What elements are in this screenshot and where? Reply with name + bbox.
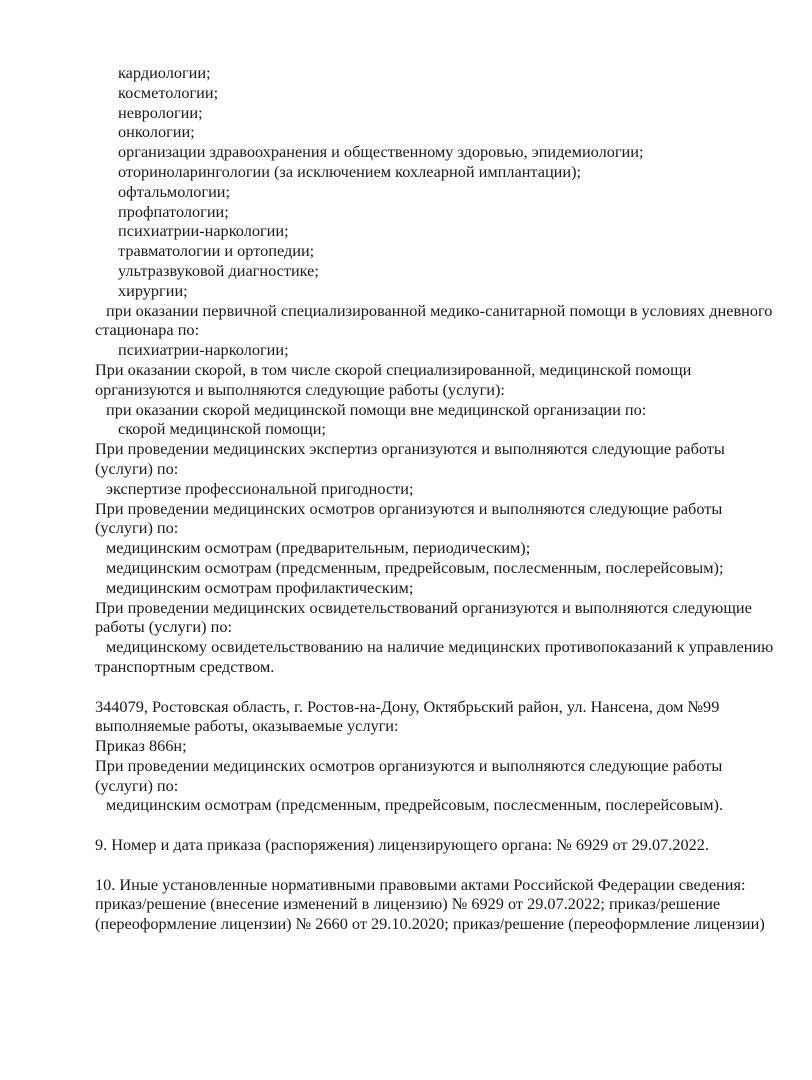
document-line: офтальмологии; bbox=[118, 181, 231, 201]
document-line: при оказании первичной специализированной медико-санитарной помощи в условиях дневного bbox=[106, 300, 773, 320]
document-line: при оказании скорой медицинской помощи вне медицинской организации по: bbox=[106, 399, 647, 419]
document-line: При проведении медицинских осмотров организуются и выполняются следующие работы bbox=[95, 755, 723, 775]
document-line: медицинским осмотрам (предварительным, периодическим); bbox=[106, 538, 531, 558]
blank-line bbox=[95, 677, 774, 697]
document-line: При оказании скорой, в том числе скорой специализированной, медицинской помощи bbox=[95, 359, 692, 379]
document-line: травматологии и ортопедии; bbox=[118, 241, 315, 261]
document-line: (переоформление лицензии) № 2660 от 29.10.2020; приказ/решение (переоформление лицензии) bbox=[95, 914, 765, 934]
document-line: косметологии; bbox=[118, 82, 219, 102]
document-line: психиатрии-наркологии; bbox=[118, 221, 289, 241]
document-line: психиатрии-наркологии; bbox=[118, 340, 289, 360]
document-line: неврологии; bbox=[118, 102, 203, 122]
document-line: ультразвуковой диагностике; bbox=[118, 260, 319, 280]
document-line: 10. Иные установленные нормативными правовыми актами Российской Федерации сведения: bbox=[95, 874, 746, 894]
document-line: выполняемые работы, оказываемые услуги: bbox=[95, 716, 399, 736]
document-line: онкологии; bbox=[118, 122, 195, 142]
document-line: (услуги) по: bbox=[95, 458, 179, 478]
document-line: оториноларингологии (за исключением кохлеарной имплантации); bbox=[118, 161, 582, 181]
document-line: 344079, Ростовская область, г. Ростов-на-Дону, Октябрьский район, ул. Нансена, дом №99 bbox=[95, 696, 720, 716]
blank-line bbox=[95, 815, 774, 835]
document-line: стационара по: bbox=[95, 320, 200, 340]
document-text-block bbox=[95, 63, 774, 934]
document-line: кардиологии; bbox=[118, 63, 211, 82]
document-line: организации здравоохранения и общественному здоровью, эпидемиологии; bbox=[118, 142, 644, 162]
document-line: медицинским осмотрам (предсменным, предрейсовым, послесменным, послерейсовым). bbox=[106, 795, 724, 815]
document-line: При проведении медицинских освидетельствований организуются и выполняются следующие bbox=[95, 597, 752, 617]
document-line: (услуги) по: bbox=[95, 775, 179, 795]
document-line: организуются и выполняются следующие работы (услуги): bbox=[95, 379, 505, 399]
document-line: медицинским осмотрам профилактическим; bbox=[106, 577, 414, 597]
document-line: скорой медицинской помощи; bbox=[118, 419, 326, 439]
document-line: транспортным средством. bbox=[95, 656, 275, 676]
document-line: (услуги) по: bbox=[95, 518, 179, 538]
document-line: При проведении медицинских экспертиз организуются и выполняются следующие работы bbox=[95, 439, 725, 459]
document-line: приказ/решение (внесение изменений в лицензию) № 6929 от 29.07.2022; приказ/решение bbox=[95, 894, 721, 914]
document-line: хирургии; bbox=[118, 280, 188, 300]
document-line: При проведении медицинских осмотров организуются и выполняются следующие работы bbox=[95, 498, 723, 518]
document-line: медицинским осмотрам (предсменным, предрейсовым, послесменным, послерейсовым); bbox=[106, 557, 724, 577]
document-line: профпатологии; bbox=[118, 201, 229, 221]
document-line: 9. Номер и дата приказа (распоряжения) лицензирующего органа: № 6929 от 29.07.2022. bbox=[95, 835, 709, 855]
blank-line bbox=[95, 855, 774, 875]
document-line: работы (услуги) по: bbox=[95, 617, 233, 637]
document-line: Приказ 866н; bbox=[95, 736, 187, 756]
document-line: медицинскому освидетельствованию на наличие медицинских противопоказаний к управлению bbox=[106, 637, 774, 657]
document-line: экспертизе профессиональной пригодности; bbox=[106, 478, 414, 498]
